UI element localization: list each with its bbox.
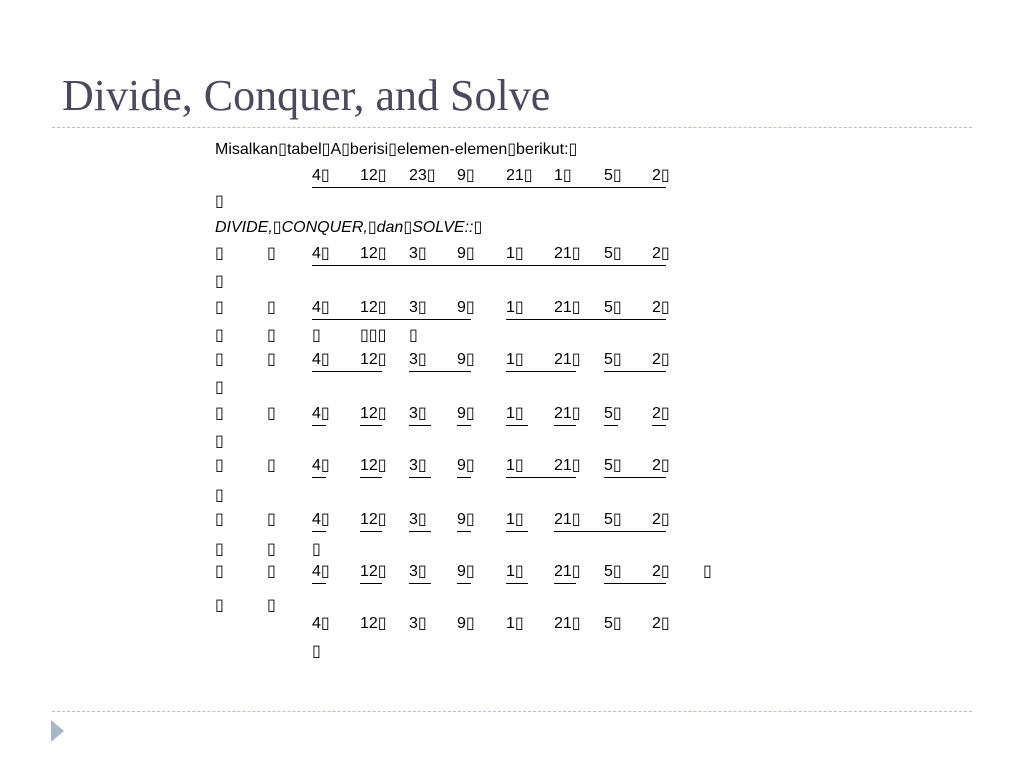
subarray-underline: [554, 425, 576, 426]
array-cell: 9▯: [457, 167, 475, 184]
subarray-underline: [360, 583, 382, 584]
subarray-underline: [457, 425, 471, 426]
array-cell: 3▯: [409, 245, 427, 262]
array-cell: 2▯: [652, 511, 670, 528]
subarray-underline: [457, 583, 471, 584]
array-cell: 1▯: [506, 615, 524, 632]
placeholder-box: ▯: [267, 327, 276, 344]
array-cell: 2▯: [652, 245, 670, 262]
array-cell: 9▯: [457, 511, 475, 528]
top-divider: [52, 127, 972, 128]
array-cell: 4▯: [312, 615, 330, 632]
placeholder-box: ▯: [215, 457, 224, 474]
intro-text: Misalkan▯tabel▯A▯berisi▯elemen-elemen▯berikut:▯: [215, 141, 578, 158]
placeholder-box: ▯: [215, 193, 224, 210]
placeholder-box: ▯: [267, 457, 276, 474]
array-cell: 5▯: [604, 615, 622, 632]
subarray-underline: [506, 371, 576, 372]
subarray-underline: [312, 477, 326, 478]
subarray-underline: [312, 265, 666, 266]
placeholder-box-group: ▯▯▯: [360, 327, 387, 344]
placeholder-box: ▯: [267, 351, 276, 368]
placeholder-box: ▯: [215, 327, 224, 344]
array-cell: 4▯: [312, 351, 330, 368]
array-cell: 12▯: [360, 511, 387, 528]
placeholder-box: ▯: [215, 405, 224, 422]
subarray-underline: [409, 583, 431, 584]
array-cell: 9▯: [457, 405, 475, 422]
array-cell: 2▯: [652, 615, 670, 632]
array-cell: 5▯: [604, 457, 622, 474]
subarray-underline: [506, 583, 528, 584]
array-cell: 12▯: [360, 405, 387, 422]
placeholder-box: ▯: [215, 541, 224, 558]
array-cell: 2▯: [652, 563, 670, 580]
subarray-underline: [312, 425, 326, 426]
array-cell: 12▯: [360, 299, 387, 316]
array-cell: 12▯: [360, 457, 387, 474]
array-cell: 21▯: [554, 245, 581, 262]
array-cell: 9▯: [457, 351, 475, 368]
subarray-underline: [312, 531, 326, 532]
array-cell: 9▯: [457, 299, 475, 316]
placeholder-box: ▯: [267, 405, 276, 422]
array-cell: 5▯: [604, 245, 622, 262]
array-cell: 4▯: [312, 167, 330, 184]
subarray-underline: [652, 425, 666, 426]
array-cell: 21▯: [506, 167, 533, 184]
array-cell: 21▯: [554, 351, 581, 368]
array-cell: 4▯: [312, 563, 330, 580]
placeholder-box: ▯: [215, 273, 224, 290]
array-cell: 12▯: [360, 245, 387, 262]
subarray-underline: [409, 531, 431, 532]
array-cell: 3▯: [409, 563, 427, 580]
placeholder-box: ▯: [215, 597, 224, 614]
subarray-underline: [409, 371, 471, 372]
subarray-underline: [604, 371, 666, 372]
subarray-underline: [506, 425, 528, 426]
array-cell: 3▯: [409, 511, 427, 528]
subarray-underline: [457, 531, 471, 532]
subarray-underline: [604, 425, 618, 426]
placeholder-box: ▯: [312, 327, 321, 344]
array-cell: 9▯: [457, 245, 475, 262]
placeholder-box: ▯: [267, 563, 276, 580]
array-cell: 21▯: [554, 615, 581, 632]
placeholder-box: ▯: [267, 541, 276, 558]
array-cell: 1▯: [506, 457, 524, 474]
array-cell: 5▯: [604, 405, 622, 422]
array-cell: 5▯: [604, 167, 622, 184]
placeholder-box: ▯: [215, 511, 224, 528]
array-cell: 3▯: [409, 615, 427, 632]
array-cell: 21▯: [554, 457, 581, 474]
subarray-underline: [554, 583, 576, 584]
placeholder-box: ▯: [215, 245, 224, 262]
subarray-underline: [457, 477, 471, 478]
array-cell: 4▯: [312, 245, 330, 262]
subarray-underline: [360, 531, 382, 532]
array-cell: 3▯: [409, 299, 427, 316]
subarray-underline: [312, 583, 326, 584]
array-cell: 21▯: [554, 563, 581, 580]
placeholder-box: ▯: [267, 245, 276, 262]
placeholder-box: ▯: [312, 541, 321, 558]
triangle-bullet-icon: [51, 720, 64, 742]
method-heading: DIVIDE,▯CONQUER,▯dan▯SOLVE::▯: [215, 219, 483, 236]
array-cell: 21▯: [554, 299, 581, 316]
array-cell: 1▯: [506, 511, 524, 528]
subarray-underline: [604, 477, 666, 478]
placeholder-box: ▯: [215, 351, 224, 368]
subarray-underline: [506, 319, 666, 320]
subarray-underline: [312, 187, 666, 188]
array-cell: 3▯: [409, 351, 427, 368]
array-cell: 1▯: [554, 167, 572, 184]
array-cell: 1▯: [506, 299, 524, 316]
subarray-underline: [604, 583, 666, 584]
subarray-underline: [360, 425, 382, 426]
subarray-underline: [506, 477, 576, 478]
array-cell: 21▯: [554, 511, 581, 528]
array-cell: 23▯: [409, 167, 436, 184]
array-cell: 5▯: [604, 563, 622, 580]
placeholder-box: ▯: [312, 643, 321, 660]
array-cell: 5▯: [604, 299, 622, 316]
subarray-underline: [312, 319, 471, 320]
placeholder-box: ▯: [267, 511, 276, 528]
subarray-underline: [409, 425, 431, 426]
array-cell: 9▯: [457, 563, 475, 580]
array-cell: 1▯: [506, 405, 524, 422]
array-cell: 12▯: [360, 615, 387, 632]
placeholder-box: ▯: [215, 487, 224, 504]
array-cell: 2▯: [652, 457, 670, 474]
subarray-underline: [312, 371, 382, 372]
array-cell: 12▯: [360, 351, 387, 368]
array-cell: 2▯: [652, 299, 670, 316]
array-cell: 3▯: [409, 457, 427, 474]
array-cell: 1▯: [506, 245, 524, 262]
placeholder-box: ▯: [215, 379, 224, 396]
array-cell: 9▯: [457, 615, 475, 632]
array-cell: 12▯: [360, 167, 387, 184]
array-cell: 4▯: [312, 405, 330, 422]
subarray-underline: [506, 531, 528, 532]
subarray-underline: [360, 477, 382, 478]
array-cell: 4▯: [312, 457, 330, 474]
array-cell: 4▯: [312, 511, 330, 528]
placeholder-box: ▯: [267, 299, 276, 316]
slide-title: Divide, Conquer, and Solve: [62, 71, 551, 120]
placeholder-box: ▯: [215, 433, 224, 450]
placeholder-box: ▯: [215, 299, 224, 316]
array-cell: 5▯: [604, 351, 622, 368]
slide-body: [215, 136, 755, 696]
array-cell: 2▯: [652, 167, 670, 184]
array-cell: 1▯: [506, 351, 524, 368]
array-cell: 1▯: [506, 563, 524, 580]
array-cell: 3▯: [409, 405, 427, 422]
array-cell: 21▯: [554, 405, 581, 422]
array-cell: 12▯: [360, 563, 387, 580]
array-cell: 5▯: [604, 511, 622, 528]
subarray-underline: [409, 477, 431, 478]
placeholder-box: ▯: [215, 563, 224, 580]
array-cell: 4▯: [312, 299, 330, 316]
placeholder-box: ▯: [267, 597, 276, 614]
array-cell: 2▯: [652, 351, 670, 368]
array-cell: 2▯: [652, 405, 670, 422]
bottom-divider: [52, 711, 972, 712]
subarray-underline: [554, 531, 666, 532]
placeholder-box: ▯: [703, 563, 712, 580]
placeholder-box: ▯: [409, 327, 418, 344]
array-cell: 9▯: [457, 457, 475, 474]
